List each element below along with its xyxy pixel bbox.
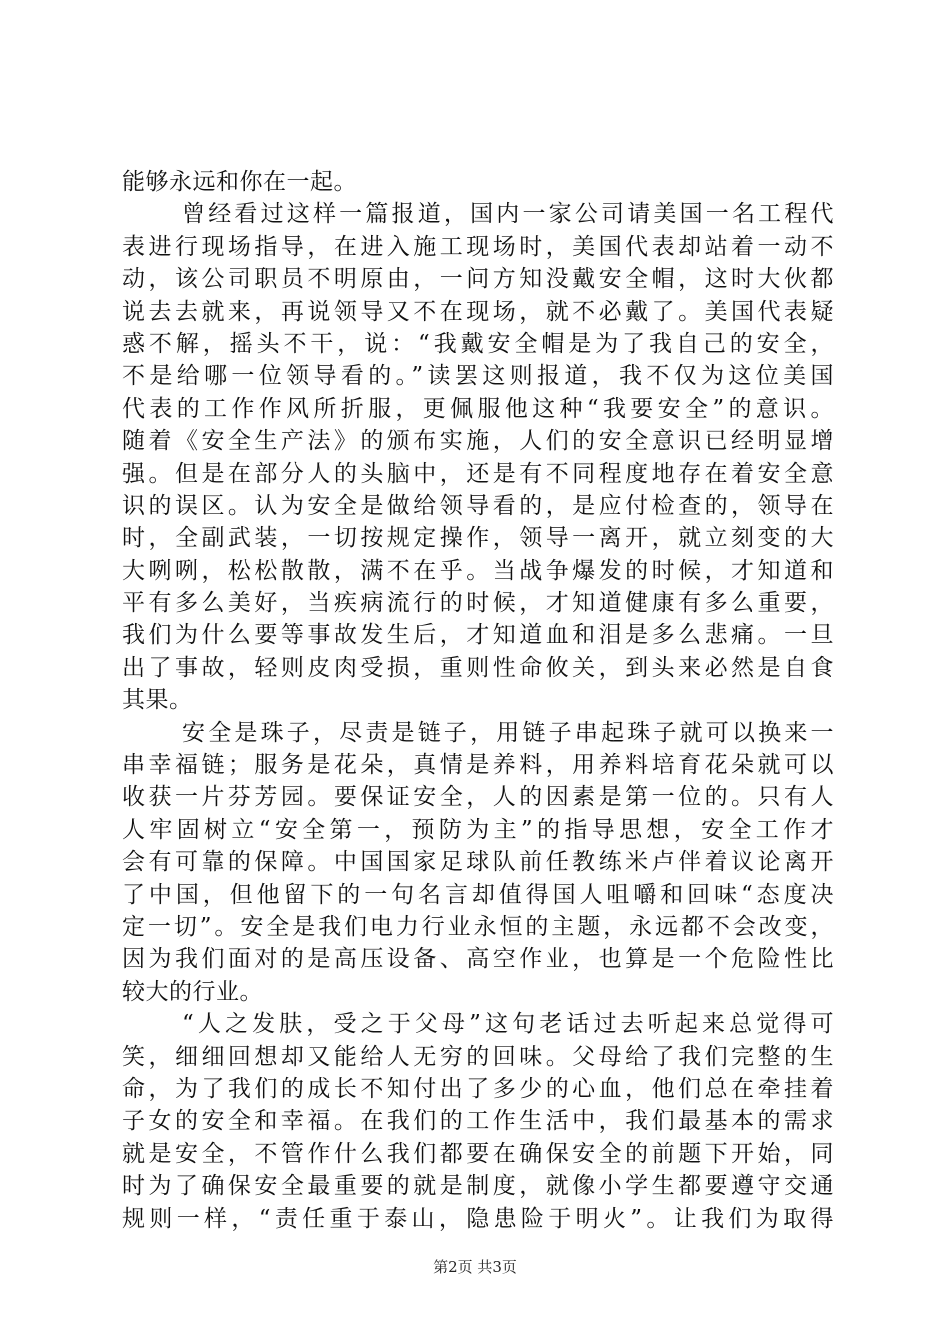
text-line: 说去去就来，再说领导又不在现场，就不必戴了。美国代表疑 xyxy=(122,298,834,325)
text-line: 动，该公司职员不明原由，一问方知没戴安全帽，这时大伙都 xyxy=(122,266,834,293)
text-line: 时为了确保安全最重要的就是制度，就像小学生都要遵守交通 xyxy=(122,1173,834,1200)
text-line: 曾经看过这样一篇报道，国内一家公司请美国一名工程代 xyxy=(182,201,834,228)
text-line: 不是给哪一位领导看的。”读罢这则报道，我不仅为这位美国 xyxy=(122,363,834,390)
text-line: 识的误区。认为安全是做给领导看的，是应付检查的，领导在 xyxy=(122,492,834,519)
text-line: 我们为什么要等事故发生后，才知道血和泪是多么悲痛。一旦 xyxy=(122,622,834,649)
page-footer: 第2页 共3页 xyxy=(433,1258,517,1276)
text-line: 子女的安全和幸福。在我们的工作生活中，我们最基本的需求 xyxy=(122,1108,834,1135)
text-line: 笑，细细回想却又能给人无穷的回味。父母给了我们完整的生 xyxy=(122,1043,834,1070)
text-line: 随着《安全生产法》的颁布实施，人们的安全意识已经明显增 xyxy=(122,428,834,455)
text-line: 时，全副武装，一切按规定操作，领导一离开，就立刻变的大 xyxy=(122,525,834,552)
text-line: 定一切”。安全是我们电力行业永恒的主题，永远都不会改变， xyxy=(122,913,834,940)
text-line: 会有可靠的保障。中国国家足球队前任教练米卢伴着议论离开 xyxy=(122,849,834,876)
text-line: 代表的工作作风所折服，更佩服他这种“我要安全”的意识。 xyxy=(122,395,834,422)
text-line: 规则一样，“责任重于泰山，隐患险于明火”。让我们为取得 xyxy=(122,1205,834,1232)
text-line: 表进行现场指导，在进入施工现场时，美国代表却站着一动不 xyxy=(122,233,834,260)
text-line: 强。但是在部分人的头脑中，还是有不同程度地存在着安全意 xyxy=(122,460,834,487)
text-line: 命，为了我们的成长不知付出了多少的心血，他们总在牵挂着 xyxy=(122,1075,834,1102)
document-body xyxy=(122,166,834,1235)
text-line: 安全是珠子，尽责是链子，用链子串起珠子就可以换来一 xyxy=(182,719,834,746)
text-line: 收获一片芬芳园。要保证安全，人的因素是第一位的。只有人 xyxy=(122,784,834,811)
text-line: 出了事故，轻则皮肉受损，重则性命攸关，到头来必然是自食 xyxy=(122,654,834,681)
text-line: 大咧咧，松松散散，满不在乎。当战争爆发的时候，才知道和 xyxy=(122,557,834,584)
text-line: 人牢固树立“安全第一，预防为主”的指导思想，安全工作才 xyxy=(122,816,834,843)
text-line: 平有多么美好，当疾病流行的时候，才知道健康有多么重要， xyxy=(122,590,834,617)
text-line: 了中国，但他留下的一句名言却值得国人咀嚼和回味“态度决 xyxy=(122,881,834,908)
text-line: 惑不解，摇头不干，说：“我戴安全帽是为了我自己的安全， xyxy=(122,330,834,357)
text-line: 就是安全，不管作什么我们都要在确保安全的前题下开始，同 xyxy=(122,1140,834,1167)
text-line: 串幸福链；服务是花朵，真情是养料，用养料培育花朵就可以 xyxy=(122,752,834,779)
text-line: 能够永远和你在一起。 xyxy=(122,169,357,195)
text-line: “人之发肤，受之于父母”这句老话过去听起来总觉得可 xyxy=(182,1011,834,1038)
text-line: 因为我们面对的是高压设备、高空作业，也算是一个危险性比 xyxy=(122,946,834,973)
text-line: 其果。 xyxy=(122,687,193,714)
text-line: 较大的行业。 xyxy=(122,978,263,1005)
